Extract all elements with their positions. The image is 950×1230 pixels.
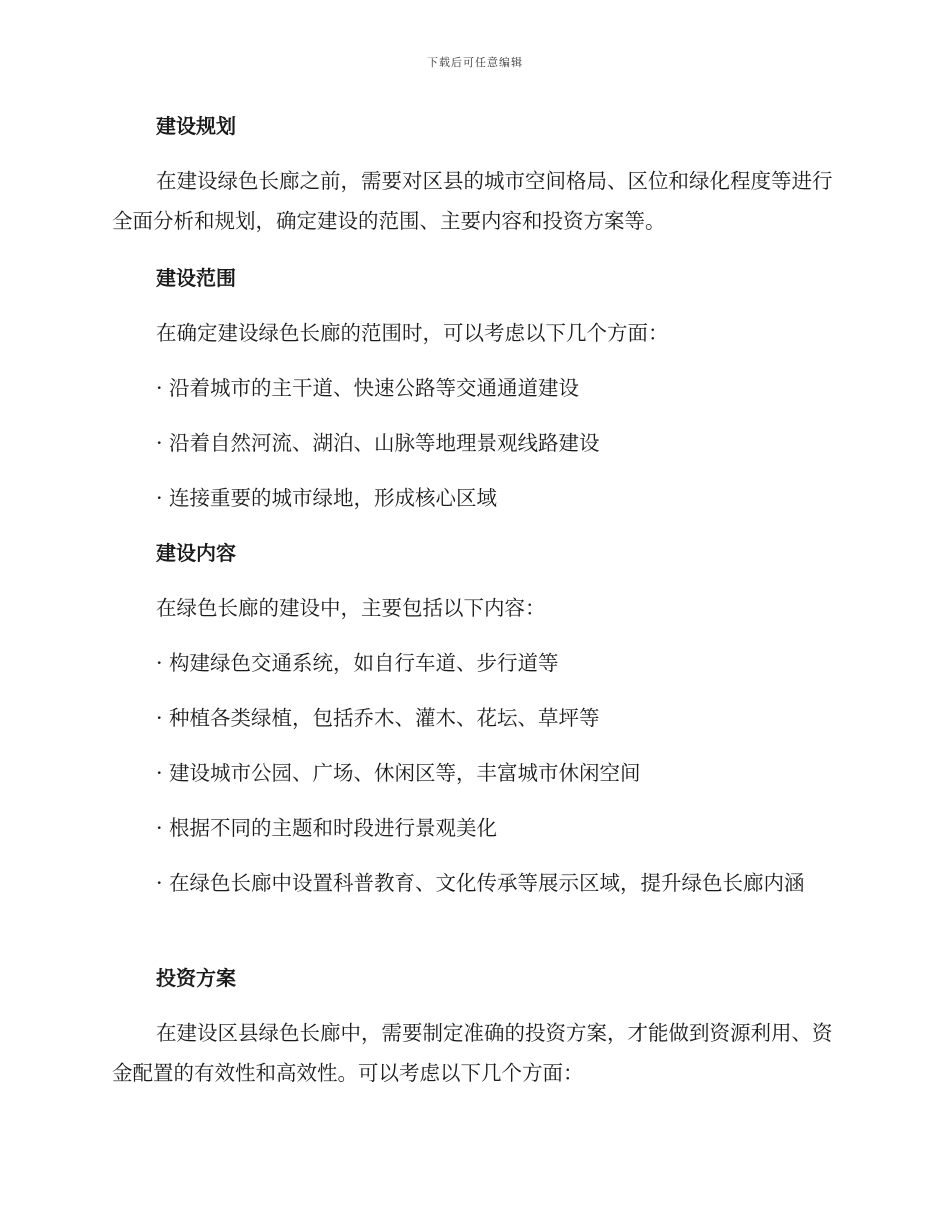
list-item: · 建设城市公园、广场、休闲区等，丰富城市休闲空间 xyxy=(156,761,641,785)
heading-investment: 投资方案 xyxy=(156,966,236,990)
list-item: · 根据不同的主题和时段进行景观美化 xyxy=(156,816,498,840)
heading-planning: 建设规划 xyxy=(156,114,236,138)
list-item: · 连接重要的城市绿地，形成核心区域 xyxy=(156,486,498,510)
list-item: · 种植各类绿植，包括乔木、灌木、花坛、草坪等 xyxy=(156,706,600,730)
list-item: · 构建绿色交通系统，如自行车道、步行道等 xyxy=(156,651,559,675)
paragraph-content-intro: 在绿色长廊的建设中，主要包括以下内容： xyxy=(156,596,546,620)
paragraph-investment: 在建设区县绿色长廊中，需要制定准确的投资方案，才能做到资源利用、资金配置的有效性和高效性。可以考虑以下几个方面： xyxy=(112,1021,833,1085)
paragraph-scope-intro: 在确定建设绿色长廊的范围时，可以考虑以下几个方面： xyxy=(156,321,669,345)
list-item: · 沿着城市的主干道、快速公路等交通通道建设 xyxy=(156,376,580,400)
paragraph-planning: 在建设绿色长廊之前，需要对区县的城市空间格局、区位和绿化程度等进行全面分析和规划，确定建设的范围、主要内容和投资方案等。 xyxy=(112,169,833,233)
heading-scope: 建设范围 xyxy=(156,266,236,290)
list-item: · 在绿色长廊中设置科普教育、文化传承等展示区域，提升绿色长廊内涵 xyxy=(156,871,805,895)
list-item: · 沿着自然河流、湖泊、山脉等地理景观线路建设 xyxy=(156,431,600,455)
heading-content: 建设内容 xyxy=(156,541,236,565)
header-note: 下载后可任意编辑 xyxy=(427,56,523,69)
